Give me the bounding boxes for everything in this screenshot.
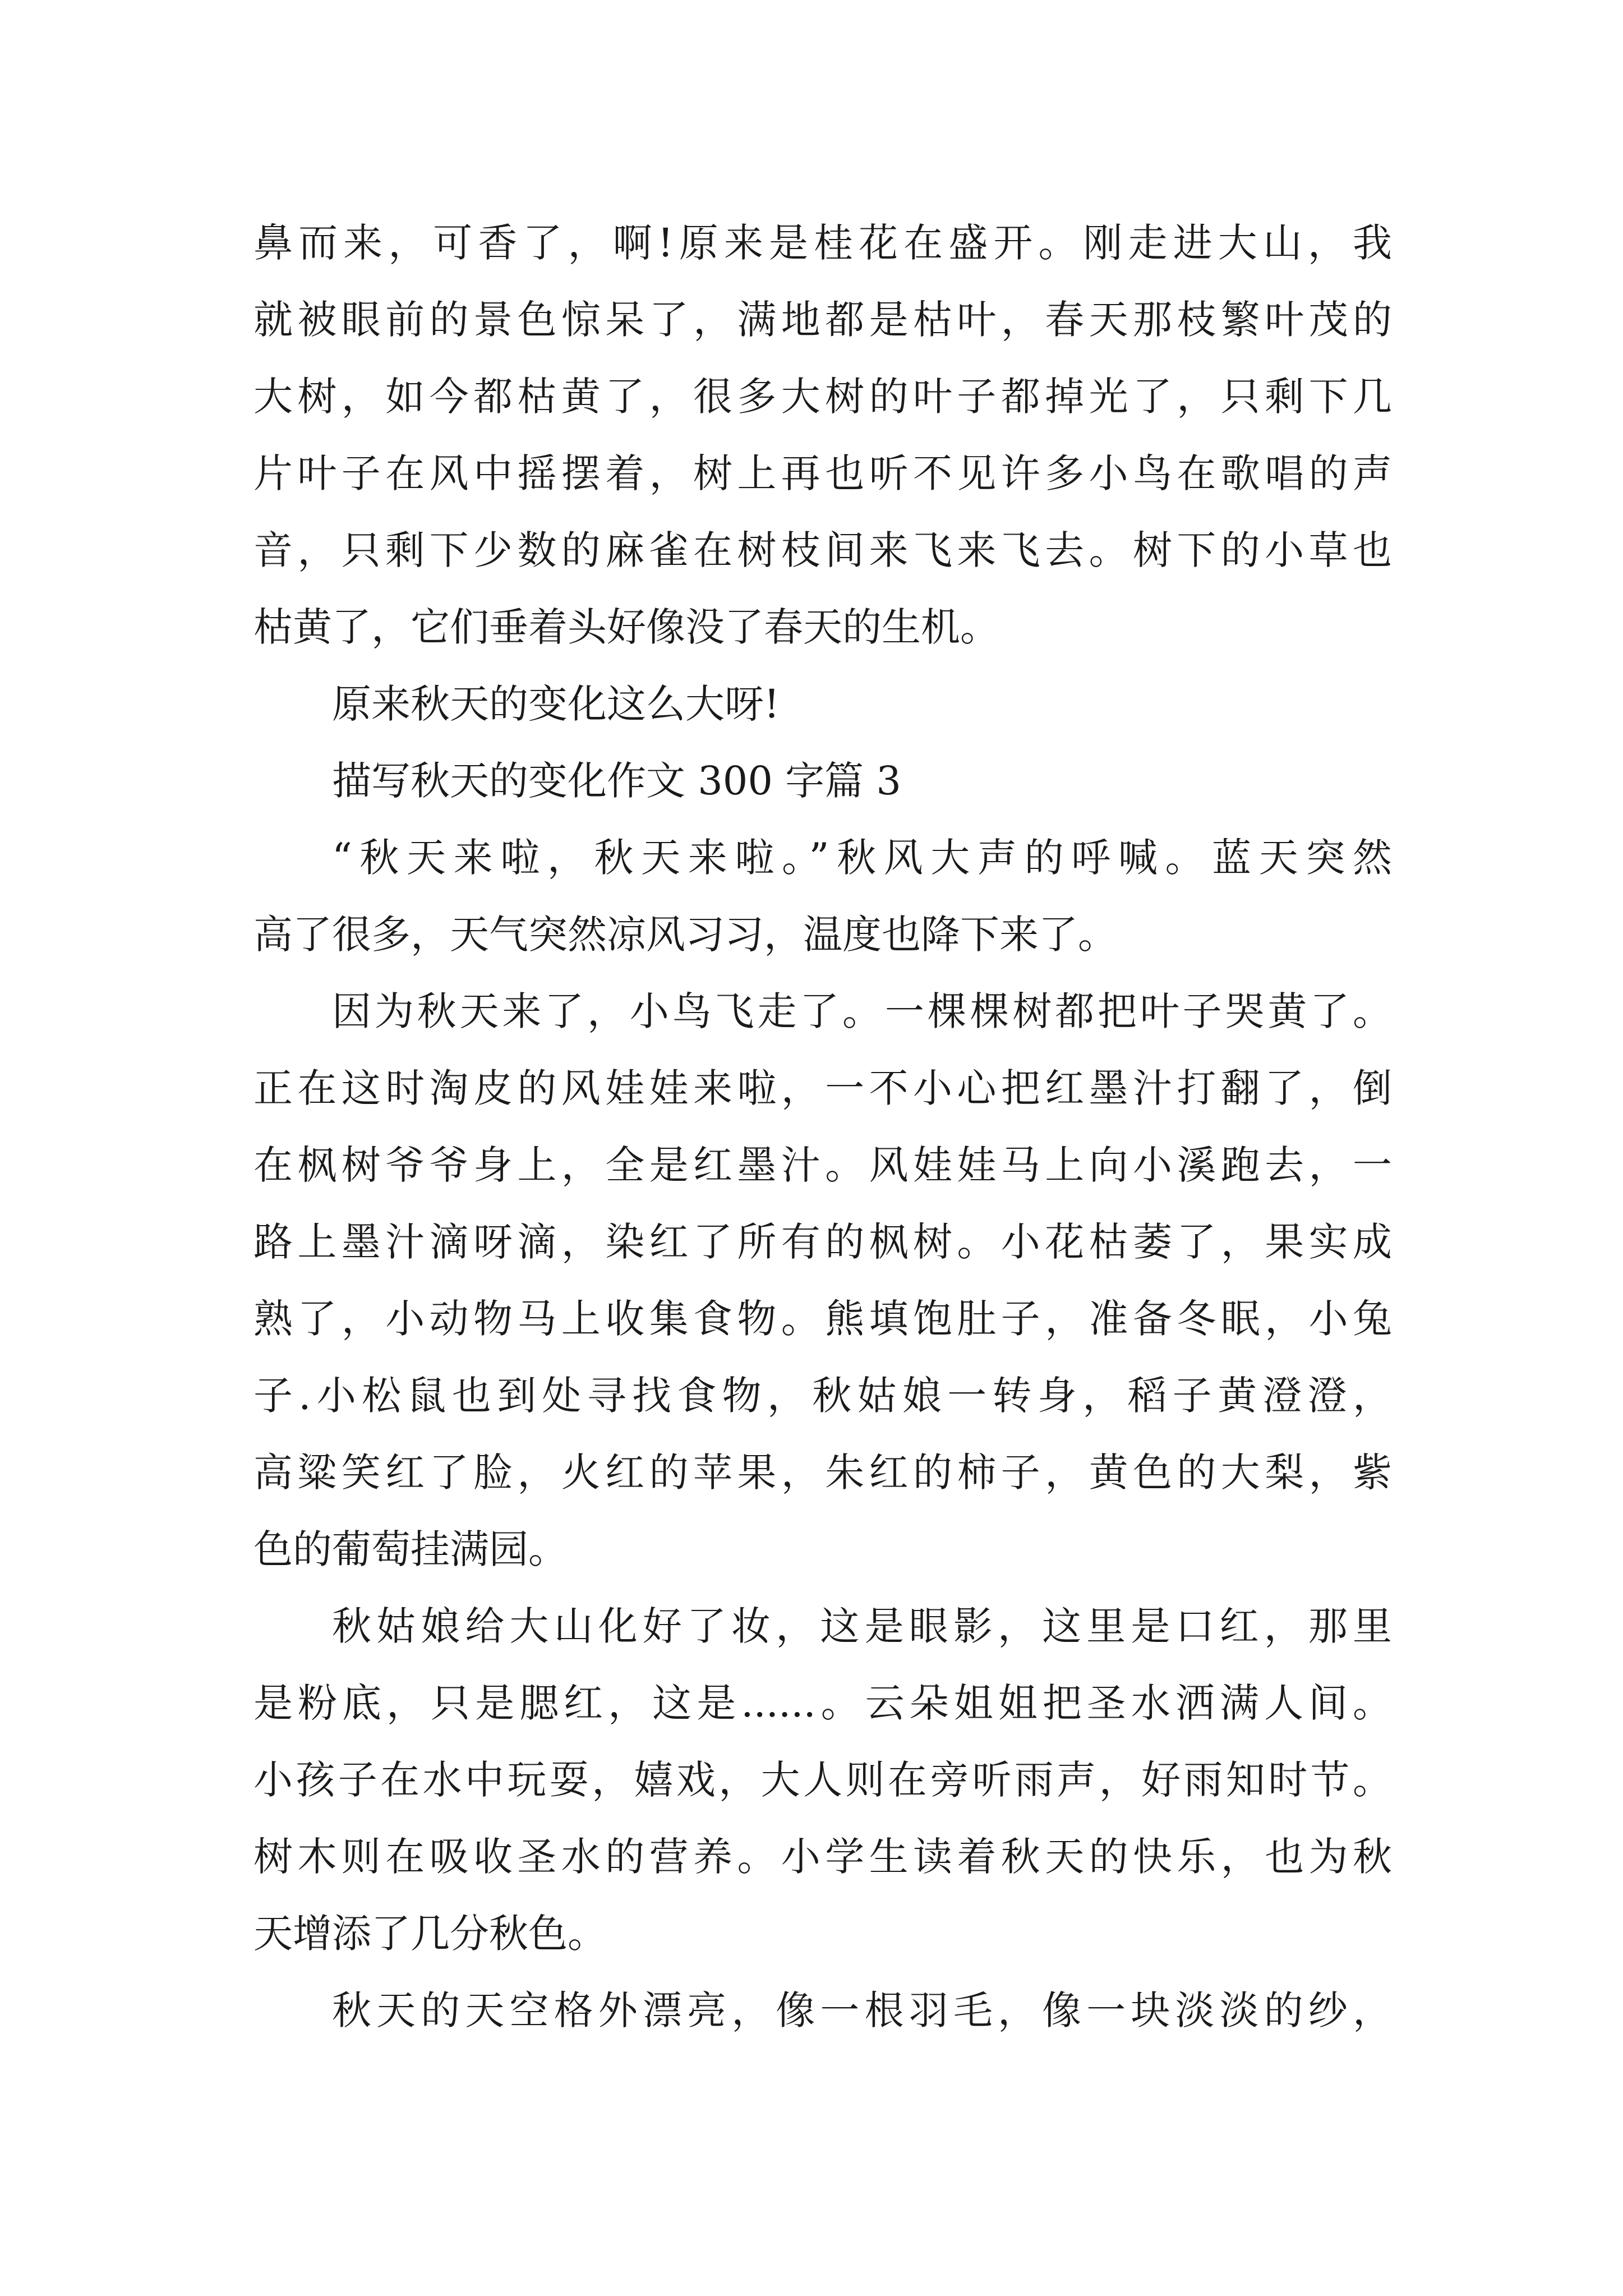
text-line: 正在这时淘皮的风娃娃来啦，一不小心把红墨汁打翻了，倒 (253, 1065, 1392, 1111)
text-line: 高粱笑红了脸，火红的苹果，朱红的柿子，黄色的大梨，紫 (253, 1450, 1392, 1496)
text-line: 大树，如今都枯黄了，很多大树的叶子都掉光了，只剩下几 (253, 374, 1392, 420)
text-line: 鼻而来，可香了，啊!原来是桂花在盛开。刚走进大山，我 (253, 220, 1392, 266)
text-line: 描写秋天的变化作文 300 字篇 3 (332, 758, 901, 804)
text-line: 小孩子在水中玩耍，嬉戏，大人则在旁听雨声，好雨知时节。 (253, 1757, 1392, 1803)
text-line: 天增添了几分秋色。 (253, 1911, 607, 1957)
text-line: 子.小松鼠也到处寻找食物，秋姑娘一转身，稻子黄澄澄， (253, 1373, 1392, 1419)
text-line: 是粉底，只是腮红，这是......。云朵姐姐把圣水洒满人间。 (253, 1680, 1392, 1726)
text-line: 秋姑娘给大山化好了妆，这是眼影，这里是口红，那里 (332, 1603, 1392, 1649)
text-line: 树木则在吸收圣水的营养。小学生读着秋天的快乐，也为秋 (253, 1834, 1392, 1880)
text-line: 高了很多，天气突然凉风习习，温度也降下来了。 (253, 912, 1117, 958)
text-line: 音，只剩下少数的麻雀在树枝间来飞来飞去。树下的小草也 (253, 527, 1392, 573)
text-line: 在枫树爷爷身上，全是红墨汁。风娃娃马上向小溪跑去，一 (253, 1142, 1392, 1188)
text-line: 色的葡萄挂满园。 (253, 1526, 568, 1572)
text-line: 枯黄了，它们垂着头好像没了春天的生机。 (253, 604, 999, 650)
text-line: 熟了，小动物马上收集食物。熊填饱肚子，准备冬眠，小兔 (253, 1296, 1392, 1342)
text-line: “秋天来啦，秋天来啦。”秋风大声的呼喊。蓝天突然 (332, 835, 1392, 881)
text-line: 因为秋天来了，小鸟飞走了。一棵棵树都把叶子哭黄了。 (332, 988, 1392, 1034)
text-line: 片叶子在风中摇摆着，树上再也听不见许多小鸟在歌唱的声 (253, 450, 1392, 496)
text-line: 就被眼前的景色惊呆了，满地都是枯叶，春天那枝繁叶茂的 (253, 297, 1392, 343)
text-line: 路上墨汁滴呀滴，染红了所有的枫树。小花枯萎了，果实成 (253, 1219, 1392, 1265)
essay-body (253, 205, 1392, 2049)
text-line: 秋天的天空格外漂亮，像一根羽毛，像一块淡淡的纱， (332, 1987, 1392, 2033)
text-line: 原来秋天的变化这么大呀! (332, 681, 780, 727)
